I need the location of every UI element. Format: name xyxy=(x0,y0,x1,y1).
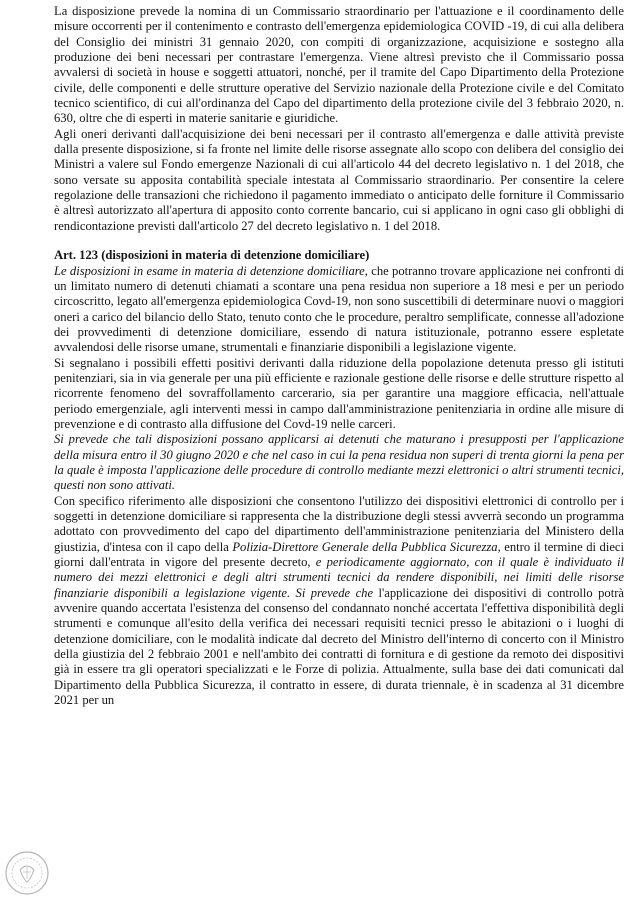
document-page xyxy=(54,4,624,708)
paragraph-commissario: La disposizione prevede la nomina di un Commissario straordinario per l'attuazione e il coordinamento delle misure occorrenti per il contenimento e contrasto dell'emergenza epidemiologica COVID -19, di cui alla delibera del Consiglio dei ministri 31 gennaio 2020, con compiti di organizzazione, acquisizione e sostegno alla produzione dei beni necessari per contrastare l'emergenza. Viene altresì previsto che il Commissario possa avvalersi di società in house e soggetti attuatori, nonché, per il tramite del Capo Dipartimento della Protezione civile, delle componenti e delle strutture operative del Servizio nazionale della Protezione civile e del Comitato tecnico scientifico, di cui all'ordinanza del Capo del dipartimento della protezione civile del 3 febbraio 2020, n. 630, oltre che di esperti in materie sanitarie e giuridiche. xyxy=(54,4,624,126)
dispositivi-text-c: entro il termine di dieci giorni dall'entrata in vigore del presente decreto, xyxy=(54,539,624,570)
paragraph-detenzione-text: che potranno trovare applicazione nei confronti di un limitato numero di detenuti chiamati a scontare una pena residua non superiore a 18 mesi e per un periodo circoscritto, legato all'emergenza epidemiologica Covd-19, non sono suscettibili di determinare nuovi o maggiori oneri a carico del bilancio dello Stato, tenuto conto che le procedure, peraltro semplificate, connesse all'adozione dei provvedimenti di detenzione domiciliare, essendo di natura istituzionale, potranno essere espletate avvalendosi delle risorse umane, strumentali e finanziarie disponibili a legislazione vigente. xyxy=(54,263,625,355)
dispositivi-italic-b: Polizia-Direttore Generale della Pubblica Sicurezza, xyxy=(232,539,501,554)
paragraph-oneri: Agli oneri derivanti dall'acquisizione dei beni necessari per il contrasto all'emergenza e dalle attività previste dalla presente disposizione, si fa fronte nel limite delle risorse assegnate allo scopo con delibera del consiglio dei Ministri a valere sul Fondo emergenze Nazionali di cui all'articolo 44 del decreto legislativo n. 1 del 2018, che sono versate su apposita contabilità speciale intestata al Commissario straordinario. Per consentire la celere regolazione delle transazioni che richiedono il pagamento immediato o anticipato delle forniture il Commissario è altresì autorizzato all'apertura di apposito conto corrente bancario, cui si applicano in ogni caso gli obblighi di rendicontazione previsti dall'articolo 27 del decreto legislativo n. 1 del 2018. xyxy=(54,126,624,233)
paragraph-detenzione xyxy=(54,264,624,356)
paragraph-effetti: Si segnalano i possibili effetti positivi derivanti dalla riduzione della popolazione detenuta presso gli istituti penitenziari, sia in via generale per una più efficiente e razionale gestione delle risorse e delle strutture rispetto al ricorrente fenomeno del sovraffollamento carcerario, sia per garantire una maggiore efficacia, nell'attuale periodo emergenziale, agli interventi messi in campo dall'amministrazione penitenziaria in ordine alle misure di prevenzione e di contrasto alla diffusione del Covd-19 nelle carceri. xyxy=(54,355,624,431)
italic-lead: Le disposizioni in esame in materia di detenzione domiciliare, xyxy=(54,263,368,278)
paragraph-prevede: Si prevede che tali disposizioni possano applicarsi ai detenuti che maturano i presupposti per l'applicazione della misura entro il 30 giugno 2020 e che nel caso in cui la pena residua non superi di trenta giorni la pena per la quale è imposta l'applicazione delle procedure di controllo mediante mezzi elettronici o altri strumenti tecnici, questi non sono attivati. xyxy=(54,432,624,493)
dispositivi-italic-d: e periodicamente aggiornato, con il quale è individuato il numero dei mezzi elettronici e degli altri strumenti tecnici da rendere disponibili, nei limiti delle risorse finanziarie disponibili a legislazione vigente. Si prevede che xyxy=(54,555,624,600)
article-heading: Art. 123 (disposizioni in materia di detenzione domiciliare) xyxy=(54,248,370,263)
paragraph-dispositivi xyxy=(54,494,624,709)
dispositivi-text-a: Con specifico riferimento alle disposizioni che consentono l'utilizzo dei dispositivi elettronici di controllo per i soggetti in detenzione domiciliare si rappresenta che la distribuzione degli stessi avverrà secondo un programma adottato con provvedimento del capo del dipartimento dell'amministrazione penitenziaria del Ministero della giustizia, d'intesa con il capo della xyxy=(54,493,624,554)
dispositivi-text-e: l'applicazione dei dispositivi di controllo potrà avvenire quando accertata l'esistenza del consenso del condannato nonché accertata l'effettiva disponibilità degli strumenti e comunque all'esito della verifica dei necessari requisiti tecnici presso le abitazioni o i luoghi di detenzione domiciliare, con le modalità indicate dal decreto del Ministro dell'interno di concerto con il Ministro della giustizia del 2 febbraio 2001 e nell'ambito dei contratti di fornitura e di gestione da remoto dei dispositivi già in essere tra gli operatori specializzati e le Forze di polizia. Attualmente, sulla base dei dati comunicati dal Dipartimento della Pubblica Sicurezza, il contratto in essere, di durata triennale, è in scadenza al 31 dicembre 2021 per un xyxy=(54,585,624,708)
seal-stamp-icon xyxy=(4,850,50,896)
